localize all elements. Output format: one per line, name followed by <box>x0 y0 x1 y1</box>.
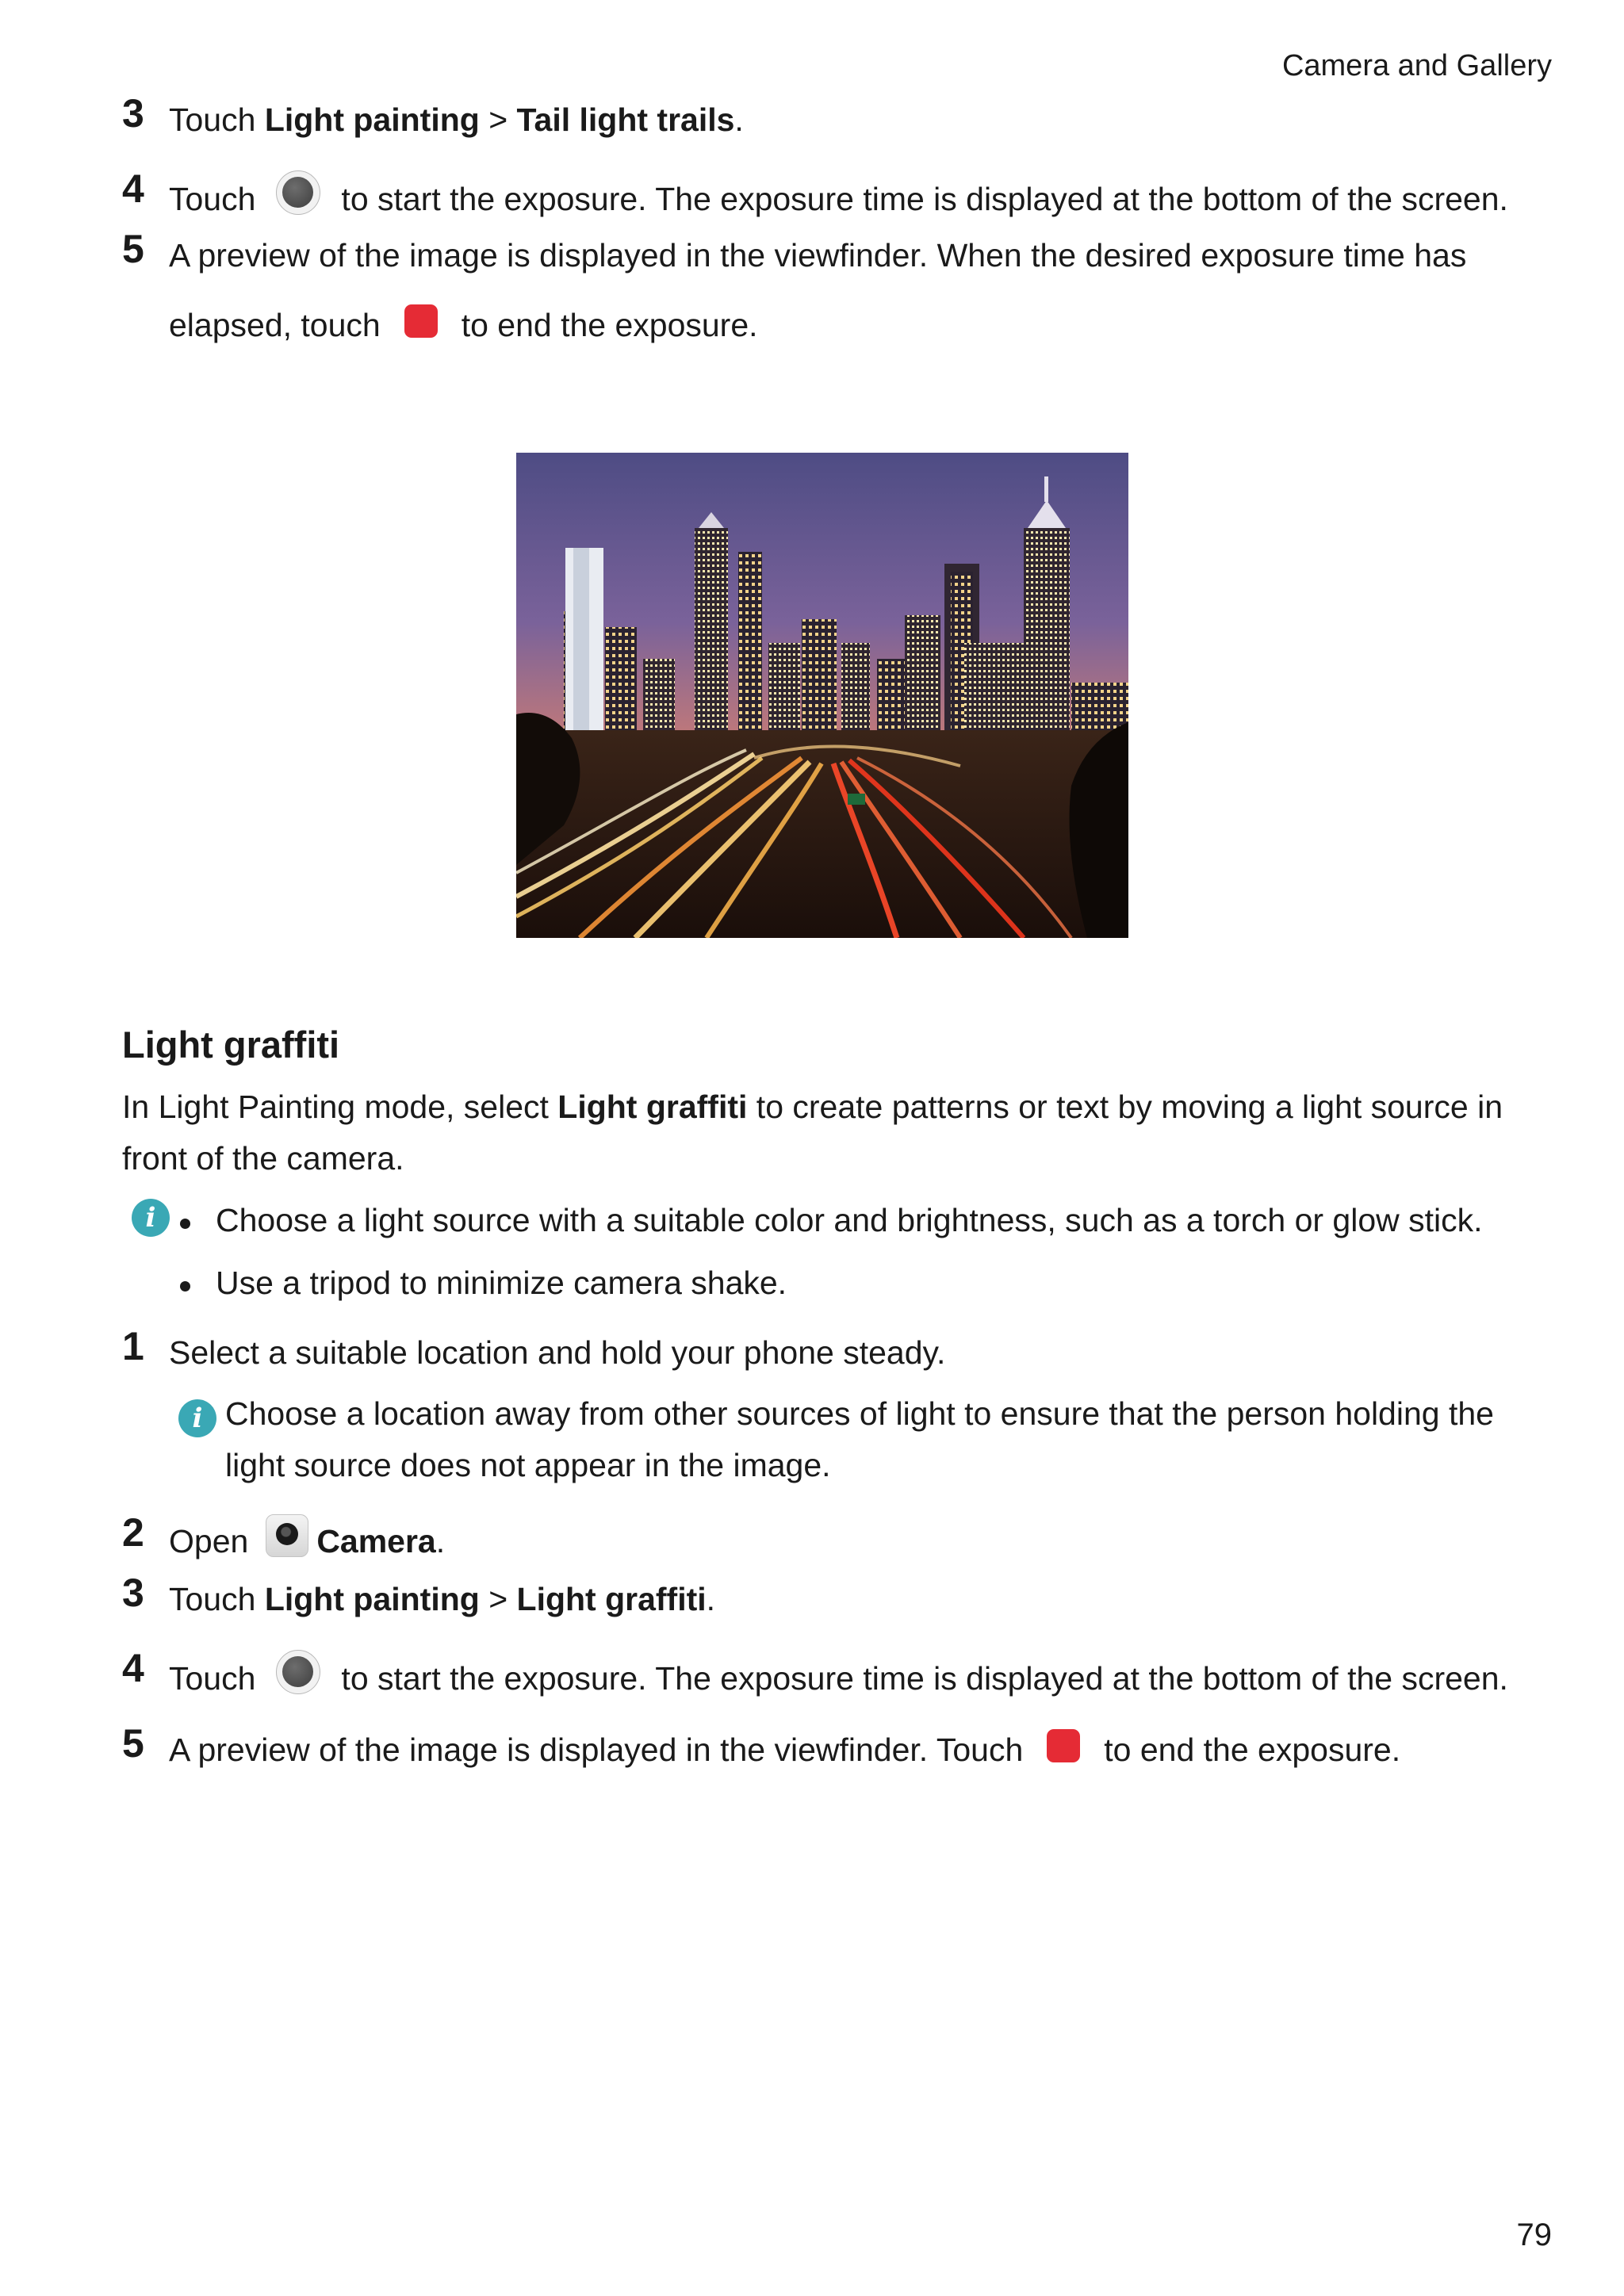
step-number: 5 <box>122 1721 144 1766</box>
info-icon: i <box>178 1399 216 1437</box>
step-number: 1 <box>122 1324 144 1368</box>
step-text: A preview of the image is displayed in the viewfinder. When the desired exposure time has elapsed, touch to end the exposure. <box>169 237 1467 343</box>
step-4-tail-light <box>122 166 1553 224</box>
light-trails-example-photo <box>516 453 1128 938</box>
step-text: Open Camera. <box>169 1514 1553 1566</box>
section-intro: In Light Painting mode, select Light graffiti to create patterns or text by moving a light source in front of the camera. <box>122 1089 1503 1177</box>
shutter-button-icon <box>276 1650 320 1694</box>
section-title: Light graffiti <box>122 1024 340 1066</box>
step-3-light-graffiti <box>122 1571 1553 1624</box>
app-camera: Camera <box>316 1523 436 1559</box>
menu-tail-light-trails: Tail light trails <box>516 101 735 138</box>
menu-light-painting: Light painting <box>264 101 480 138</box>
step-text: Touch to start the exposure. The exposure time is displayed at the bottom of the screen. <box>169 170 1553 224</box>
page-number: 79 <box>1516 2218 1552 2252</box>
step-4-light-graffiti <box>122 1646 1553 1703</box>
mode-light-graffiti: Light graffiti <box>557 1089 748 1125</box>
step-text: Touch Light painting > Light graffiti. <box>169 1581 716 1617</box>
stop-button-icon <box>1047 1729 1080 1762</box>
tip-item: Choose a light source with a suitable color and brightness, such as a torch or glow stick. <box>182 1196 1483 1245</box>
step-number: 4 <box>122 166 144 211</box>
menu-light-graffiti: Light graffiti <box>516 1581 707 1617</box>
page-header: Camera and Gallery <box>1281 49 1552 82</box>
step-number: 3 <box>122 1571 144 1615</box>
step-note: Choose a location away from other sources of light to ensure that the person holding the light source does not appear in the image. <box>225 1395 1494 1483</box>
step-text: Select a suitable location and hold your phone steady. <box>169 1334 946 1371</box>
shutter-button-icon <box>276 170 320 215</box>
info-icon: i <box>132 1199 170 1237</box>
step-2-light-graffiti <box>122 1510 1553 1566</box>
step-3-tail-light <box>122 91 1553 144</box>
step-text: A preview of the image is displayed in the viewfinder. Touch to end the exposure. <box>169 1725 1553 1774</box>
tip-item: Use a tripod to minimize camera shake. <box>182 1258 787 1307</box>
camera-app-icon <box>266 1514 308 1557</box>
menu-light-painting: Light painting <box>264 1581 480 1617</box>
step-number: 4 <box>122 1646 144 1690</box>
step-text: Touch to start the exposure. The exposure time is displayed at the bottom of the screen. <box>169 1650 1553 1703</box>
step-1-light-graffiti <box>122 1324 1553 1377</box>
step-number: 5 <box>122 227 144 271</box>
step-number: 3 <box>122 91 144 136</box>
step-text: Touch Light painting > Tail light trails. <box>169 101 744 138</box>
step-5-light-graffiti <box>122 1721 1553 1774</box>
step-number: 2 <box>122 1510 144 1555</box>
step-5-tail-light <box>122 227 1553 350</box>
stop-button-icon <box>404 304 438 338</box>
